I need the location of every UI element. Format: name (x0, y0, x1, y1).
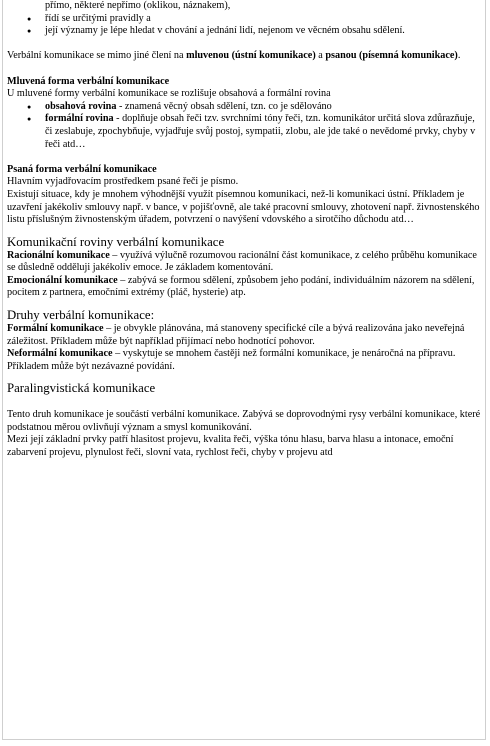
list-item: ● formální rovina - doplňuje obsah řeči tzv. svrchními tóny řeči, tzn. komunikátor určitá slova zdůrazňuje, či zeslabuje, zpochybňuje, vyjadřuje svůj postoj, sympatii, zlobu, ale jde také o nevědomé prvky, chyby v řeči atd… (45, 113, 481, 151)
paraling-heading: Paralingvistická komunikace (7, 381, 156, 396)
roviny-item: Racionální komunikace – využívá výlučně rozumovou racionální část komunikace, z celého průběhu komunikace se důsledně odděluji jakékoliv emoce. Je základem komentování. (7, 249, 477, 274)
psana-heading: Psaná forma verbální komunikace (7, 163, 157, 175)
paraling-text: Mezi její základní prvky patří hlasitost projevu, kvalita řeči, výška tónu hlasu, barva hlasu a intonace, emoční zabarvení projevu, plynulost řeči, slovní vata, rychlost řeči, chyby v projevu atd (7, 434, 454, 458)
psana-line: Hlavním vyjadřovacím prostředkem psané řeči je písmo. (7, 176, 239, 188)
paraling-text: Tento druh komunikace je součástí verbální komunikace. Zabývá se doprovodnými rysy verbální komunikace, které podstatnou měrou ovlivňují význam a smysl komunikování. (7, 409, 481, 433)
druhy-item: Formální komunikace – je obvykle plánována, má stanoveny specifické cíle a bývá realizována jako neveřejná záležitost. Příkladem může být například přijímací nebo hodnotící pohovor. (7, 323, 465, 347)
list-item: ● obsahová rovina - znamená věcný obsah sdělení, tzn. co je sdělováno (45, 101, 481, 114)
psana-text: Existují situace, kdy je mnohem výhodnější využít písemnou komunikaci, než-li komunikaci ústní. Příkladem je uzavření jakékoliv smlouvy např. v bance, v pojišťovně, ale také pracovní smlouvy, zhotovení např. živnostenského listu příslušným živnostenským úřadem, potvrzení o navýšení vdovského a sirotčího důchodu atd… (7, 188, 480, 226)
roviny-heading: Komunikační roviny verbální komunikace (7, 234, 225, 249)
druhy-item: Neformální komunikace – vyskytuje se mnohem častěji než formální komunikace, je nenáročná na přípravu. Příkladem může být nezávazné povídání. (7, 348, 456, 372)
list-item: ● řídí se určitými pravidly a (45, 13, 481, 26)
intro-paragraph: Verbální komunikace se mimo jiné člení na mluvenou (ústní komunikace) a psanou (písemná komunikace). (7, 50, 461, 62)
document-page (2, 0, 486, 740)
roviny-item: Emocionální komunikace – zabývá se formou sdělení, způsobem jeho podání, individuálním názorem na sdělení, pocitem z partnera, emočními extrémy (pláč, hysterie) atp. (7, 274, 475, 299)
document-content (7, 0, 481, 459)
top-bullet-list (7, 13, 481, 38)
list-item: ● její významy je lépe hledat v chování a jednání lidí, nejenom ve věcném obsahu sdělení. (45, 25, 481, 38)
mluvena-bullet-list (7, 101, 481, 151)
continuation-line: přímo, některé nepřímo (oklikou, náznakem), (45, 0, 231, 11)
mluvena-text: U mluvené formy verbální komunikace se rozlišuje obsahová a formální rovina (7, 88, 331, 100)
mluvena-heading: Mluvená forma verbální komunikace (7, 75, 170, 87)
druhy-heading: Druhy verbální komunikace: (7, 308, 155, 323)
